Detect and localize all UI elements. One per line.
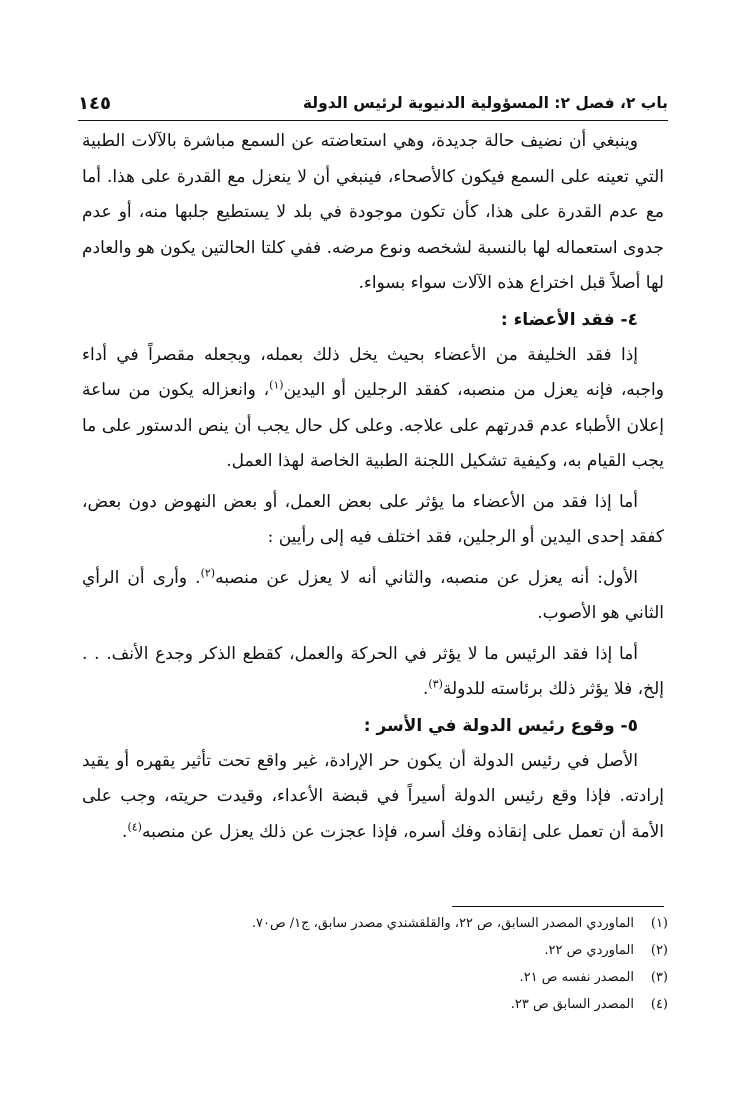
- paragraph-5-text-a: أما إذا فقد الرئيس ما لا يؤثر في الحركة والعمل، كقطع الذكر وجدع الأنف. . . إلخ، فلا يؤثر ذلك برئاسته للدولة: [82, 643, 664, 699]
- footnote-ref-1[interactable]: (١): [269, 378, 284, 392]
- running-title: باب ٢، فصل ٢: المسؤولية الدنيوية لرئيس الدولة: [302, 94, 668, 112]
- section-heading-4: ٤- فقد الأعضاء :: [500, 309, 638, 330]
- footnote-number: (٢): [650, 943, 668, 958]
- page-header: [78, 86, 668, 121]
- footnote-number: (٤): [650, 997, 668, 1012]
- footnote-number: (١): [650, 916, 668, 931]
- footnote-text: الماوردي ص ٢٢.: [544, 943, 634, 958]
- paragraph-2-text-b: ، وانعزاله يكون من ساعة إعلان الأطباء عدم قدرتهم على علاجه. وعلى كل حال يجب أن ينص الدستور على ما يجب القيام به، وكيفية تشكيل اللجنة الطبية الخاصة لهذا العمل.: [82, 380, 664, 471]
- paragraph-4-text-b: . وأرى أن الرأي الثاني هو الأصوب.: [82, 567, 664, 623]
- paragraph-3: أما إذا فقد من الأعضاء ما يؤثر على بعض العمل، أو بعض النهوض دون بعض، كفقد إحدى اليدين أو الرجلين، فقد اختلف فيه إلى رأيين :: [82, 491, 664, 547]
- footnote-item: [84, 910, 668, 937]
- paragraph-4-text-a: الأول: أنه يعزل عن منصبه، والثاني أنه لا يعزل عن منصبه: [215, 567, 638, 588]
- footnote-item: [84, 991, 668, 1018]
- footnote-ref-2[interactable]: (٢): [200, 565, 216, 579]
- footnotes-list: [84, 910, 668, 1018]
- main-text: [82, 124, 664, 850]
- footnote-divider: [452, 906, 664, 907]
- footnote-item: [84, 964, 668, 991]
- footnote-number: (٣): [650, 970, 668, 985]
- paragraph-6-text-a: الأصل في رئيس الدولة أن يكون حر الإرادة، غير واقع تحت تأثير يقهره أو يقيد إرادته. فإذا وقع رئيس الدولة أسيراً في قبضة الأعداء، وقيدت حريته، وجب على الأمة أن تعمل على إنقاذه وفك أسره، فإذا عجزت عن ذلك يعزل عن منصبه: [82, 750, 664, 842]
- paragraph-5: [82, 637, 664, 708]
- paragraph-4: [82, 561, 664, 632]
- footnote-text: المصدر السابق ص ٢٣.: [510, 997, 634, 1012]
- footnote-text: المصدر نفسه ص ٢١.: [519, 970, 634, 985]
- footnote-ref-3[interactable]: (٣): [428, 677, 443, 691]
- paragraph-1: وينبغي أن نضيف حالة جديدة، وهي استعاضته عن السمع مباشرة بالآلات الطبية التي تعينه على السمع فيكون كالأصحاء، فينبغي أن لا ينعزل مع القدرة على هذا. أما مع عدم القدرة على هذا، كأن تكون موجودة في بلد لا يستطيع جلبها منه، أو عدم جدوى استعماله لها بالنسبة لشخصه ونوع مرضه. ففي كلتا الحالتين يكون هو والعادم لها أصلاً قبل اختراع هذه الآلات سواء بسواء.: [82, 131, 664, 293]
- footnote-text: الماوردي المصدر السابق، ص ٢٢، والقلقشندي مصدر سابق، ج١/ ص٧٠.: [251, 916, 634, 931]
- paragraph-6-text-b: .: [122, 821, 128, 842]
- footnote-item: [84, 937, 668, 964]
- paragraph-2-text-a: إذا فقد الخليفة من الأعضاء بحيث يخل ذلك بعمله، ويجعله مقصراً في أداء واجبه، فإنه يعزل من منصبه، كفقد الرجلين أو اليدين: [82, 344, 664, 400]
- paragraph-5-text-b: .: [422, 679, 429, 699]
- paragraph-6: [82, 744, 664, 851]
- page-number: ١٤٥: [78, 92, 111, 114]
- section-heading-5: ٥- وقوع رئيس الدولة في الأسر :: [363, 715, 638, 736]
- paragraph-2: [82, 338, 664, 480]
- footnote-ref-4[interactable]: (٤): [127, 819, 142, 833]
